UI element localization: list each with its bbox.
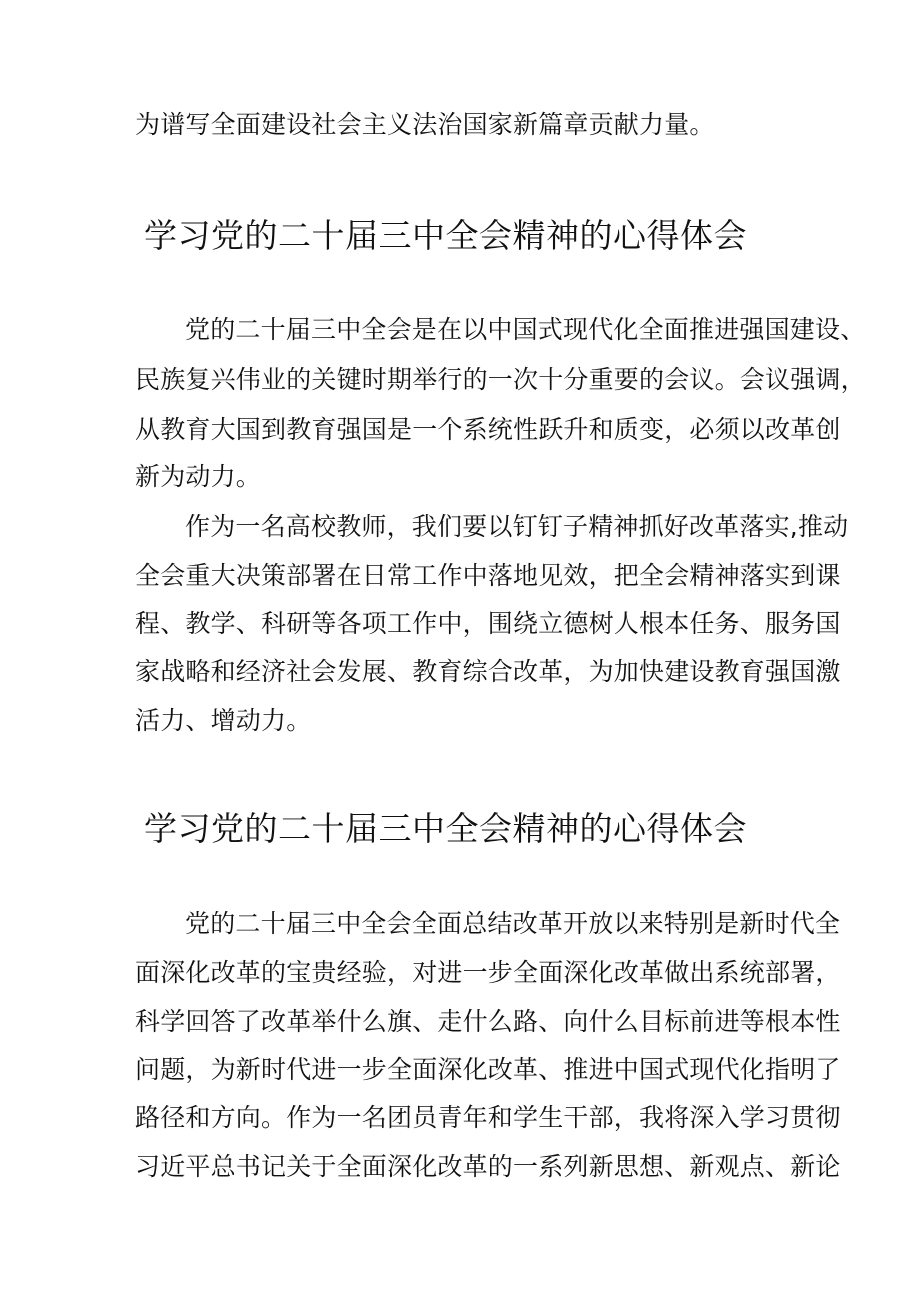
paragraph-line: 为谱写全面建设社会主义法治国家新篇章贡献力量。 (135, 110, 715, 139)
paragraph-line: 习近平总书记关于全面深化改革的一系列新思想、新观点、新论 (135, 1152, 841, 1181)
paragraph-line: 家战略和经济社会发展、教育综合改革，为加快建设教育强国激 (135, 657, 841, 686)
paragraph-line: 程、教学、科研等各项工作中，围绕立德树人根本任务、服务国 (135, 609, 841, 638)
paragraph-line: 问题，为新时代进一步全面深化改革、推进中国式现代化指明了 (135, 1055, 841, 1084)
paragraph-line: 活力、增动力。 (135, 706, 312, 735)
paragraph-line: 党的二十届三中全会全面总结改革开放以来特别是新时代全 (185, 909, 841, 938)
paragraph-line: 民族复兴伟业的关键时期举行的一次十分重要的会议。会议强调， (135, 365, 866, 394)
paragraph-line: 作为一名高校教师，我们要以钉钉子精神抓好改革落实,推动 (185, 512, 849, 541)
paragraph-line: 全会重大决策部署在日常工作中落地见效，把全会精神落实到课 (135, 561, 841, 590)
paragraph-line: 新为动力。 (135, 462, 262, 491)
paragraph-line: 面深化改革的宝贵经验，对进一步全面深化改革做出系统部署， (135, 958, 841, 987)
section-heading: 学习党的二十届三中全会精神的心得体会 (144, 216, 747, 255)
paragraph-line: 从教育大国到教育强国是一个系统性跃升和质变，必须以改革创 (135, 415, 841, 444)
paragraph-line: 科学回答了改革举什么旗、走什么路、向什么目标前进等根本性 (135, 1007, 841, 1036)
section-heading: 学习党的二十届三中全会精神的心得体会 (144, 809, 747, 848)
paragraph-line: 路径和方向。作为一名团员青年和学生干部，我将深入学习贯彻 (135, 1103, 841, 1132)
paragraph-line: 党的二十届三中全会是在以中国式现代化全面推进强国建设、 (185, 315, 866, 344)
